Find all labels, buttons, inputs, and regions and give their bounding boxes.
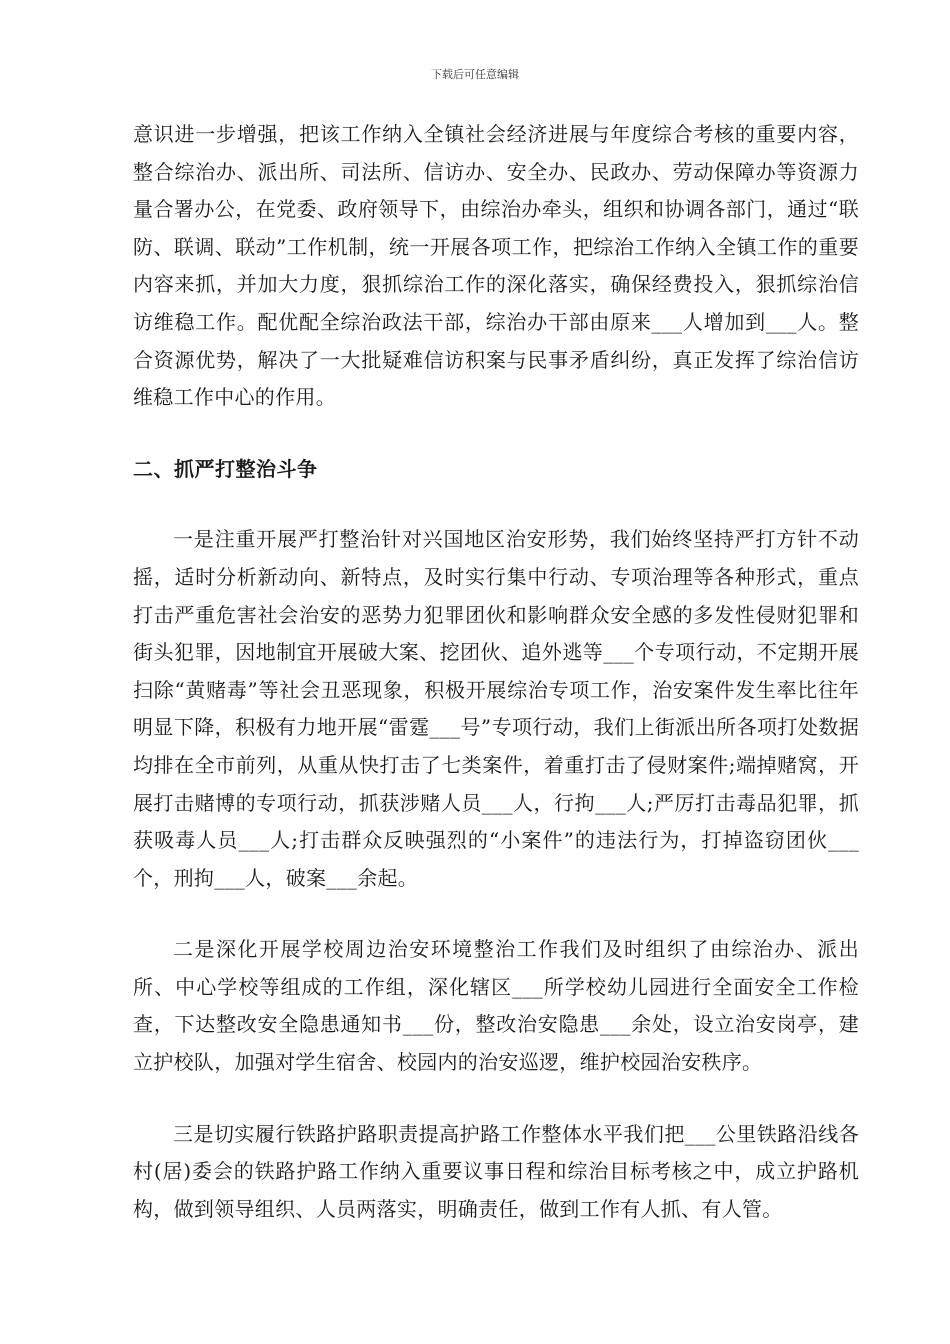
document-body <box>133 116 859 1228</box>
page-header: 下载后可任意编辑 <box>431 68 519 81</box>
paragraph-railway-protection: 三是切实履行铁路护路职责提高护路工作整体水平我们把___公里铁路沿线各村(居)委会的铁路护路工作纳入重要议事日程和综治目标考核之中，成立护路机构，做到领导组织、人员两落实，明确责任，做到工作有人抓、有人管。 <box>133 1121 859 1221</box>
paragraph-school-safety: 二是深化开展学校周边治安环境整治工作我们及时组织了由综治办、派出所、中心学校等组成的工作组，深化辖区___所学校幼儿园进行全面安全工作检查，下达整改安全隐患通知书___份，整改治安隐患___余处，设立治安岗亭，建立护校队，加强对学生宿舍、校园内的治安巡逻，维护校园治安秩序。 <box>133 937 859 1075</box>
paragraph-strike-hard: 一是注重开展严打整治针对兴国地区治安形势，我们始终坚持严打方针不动摇，适时分析新动向、新特点，及时实行集中行动、专项治理等各种形式，重点打击严重危害社会治安的恶势力犯罪团伙和影响群众安全感的多发性侵财犯罪和街头犯罪，因地制宜开展破大案、挖团伙、追外逃等___个专项行动，不定期开展扫除“黄赌毒”等社会丑恶现象，积极开展综治专项工作，治安案件发生率比往年明显下降，积极有力地开展“雷霆___号”专项行动，我们上街派出所各项打处数据均排在全市前列，从重从快打击了七类案件，着重打击了侵财案件;端掉赌窝，开展打击赌博的专项行动，抓获涉赌人员___人，行拘___人;严厉打击毒品犯罪，抓获吸毒人员___人;打击群众反映强烈的“小案件”的违法行为，打掉盗窃团伙___个，刑拘___人，破案___余起。 <box>133 527 859 890</box>
paragraph-continuation: 意识进一步增强，把该工作纳入全镇社会经济进展与年度综合考核的重要内容，整合综治办、派出所、司法所、信访办、安全办、民政办、劳动保障办等资源力量合署办公，在党委、政府领导下，由综治办牵头，组织和协调各部门，通过“联防、联调、联动”工作机制，统一开展各项工作，把综治工作纳入全镇工作的重要内容来抓，并加大力度，狠抓综治工作的深化落实，确保经费投入，狠抓综治信访维稳工作。配优配全综治政法干部，综治办干部由原来___人增加到___人。整合资源优势，解决了一大批疑难信访积案与民事矛盾纠纷，真正发挥了综治信访维稳工作中心的作用。 <box>133 122 859 410</box>
section-heading: 二、抓严打整治斗争 <box>133 456 318 481</box>
